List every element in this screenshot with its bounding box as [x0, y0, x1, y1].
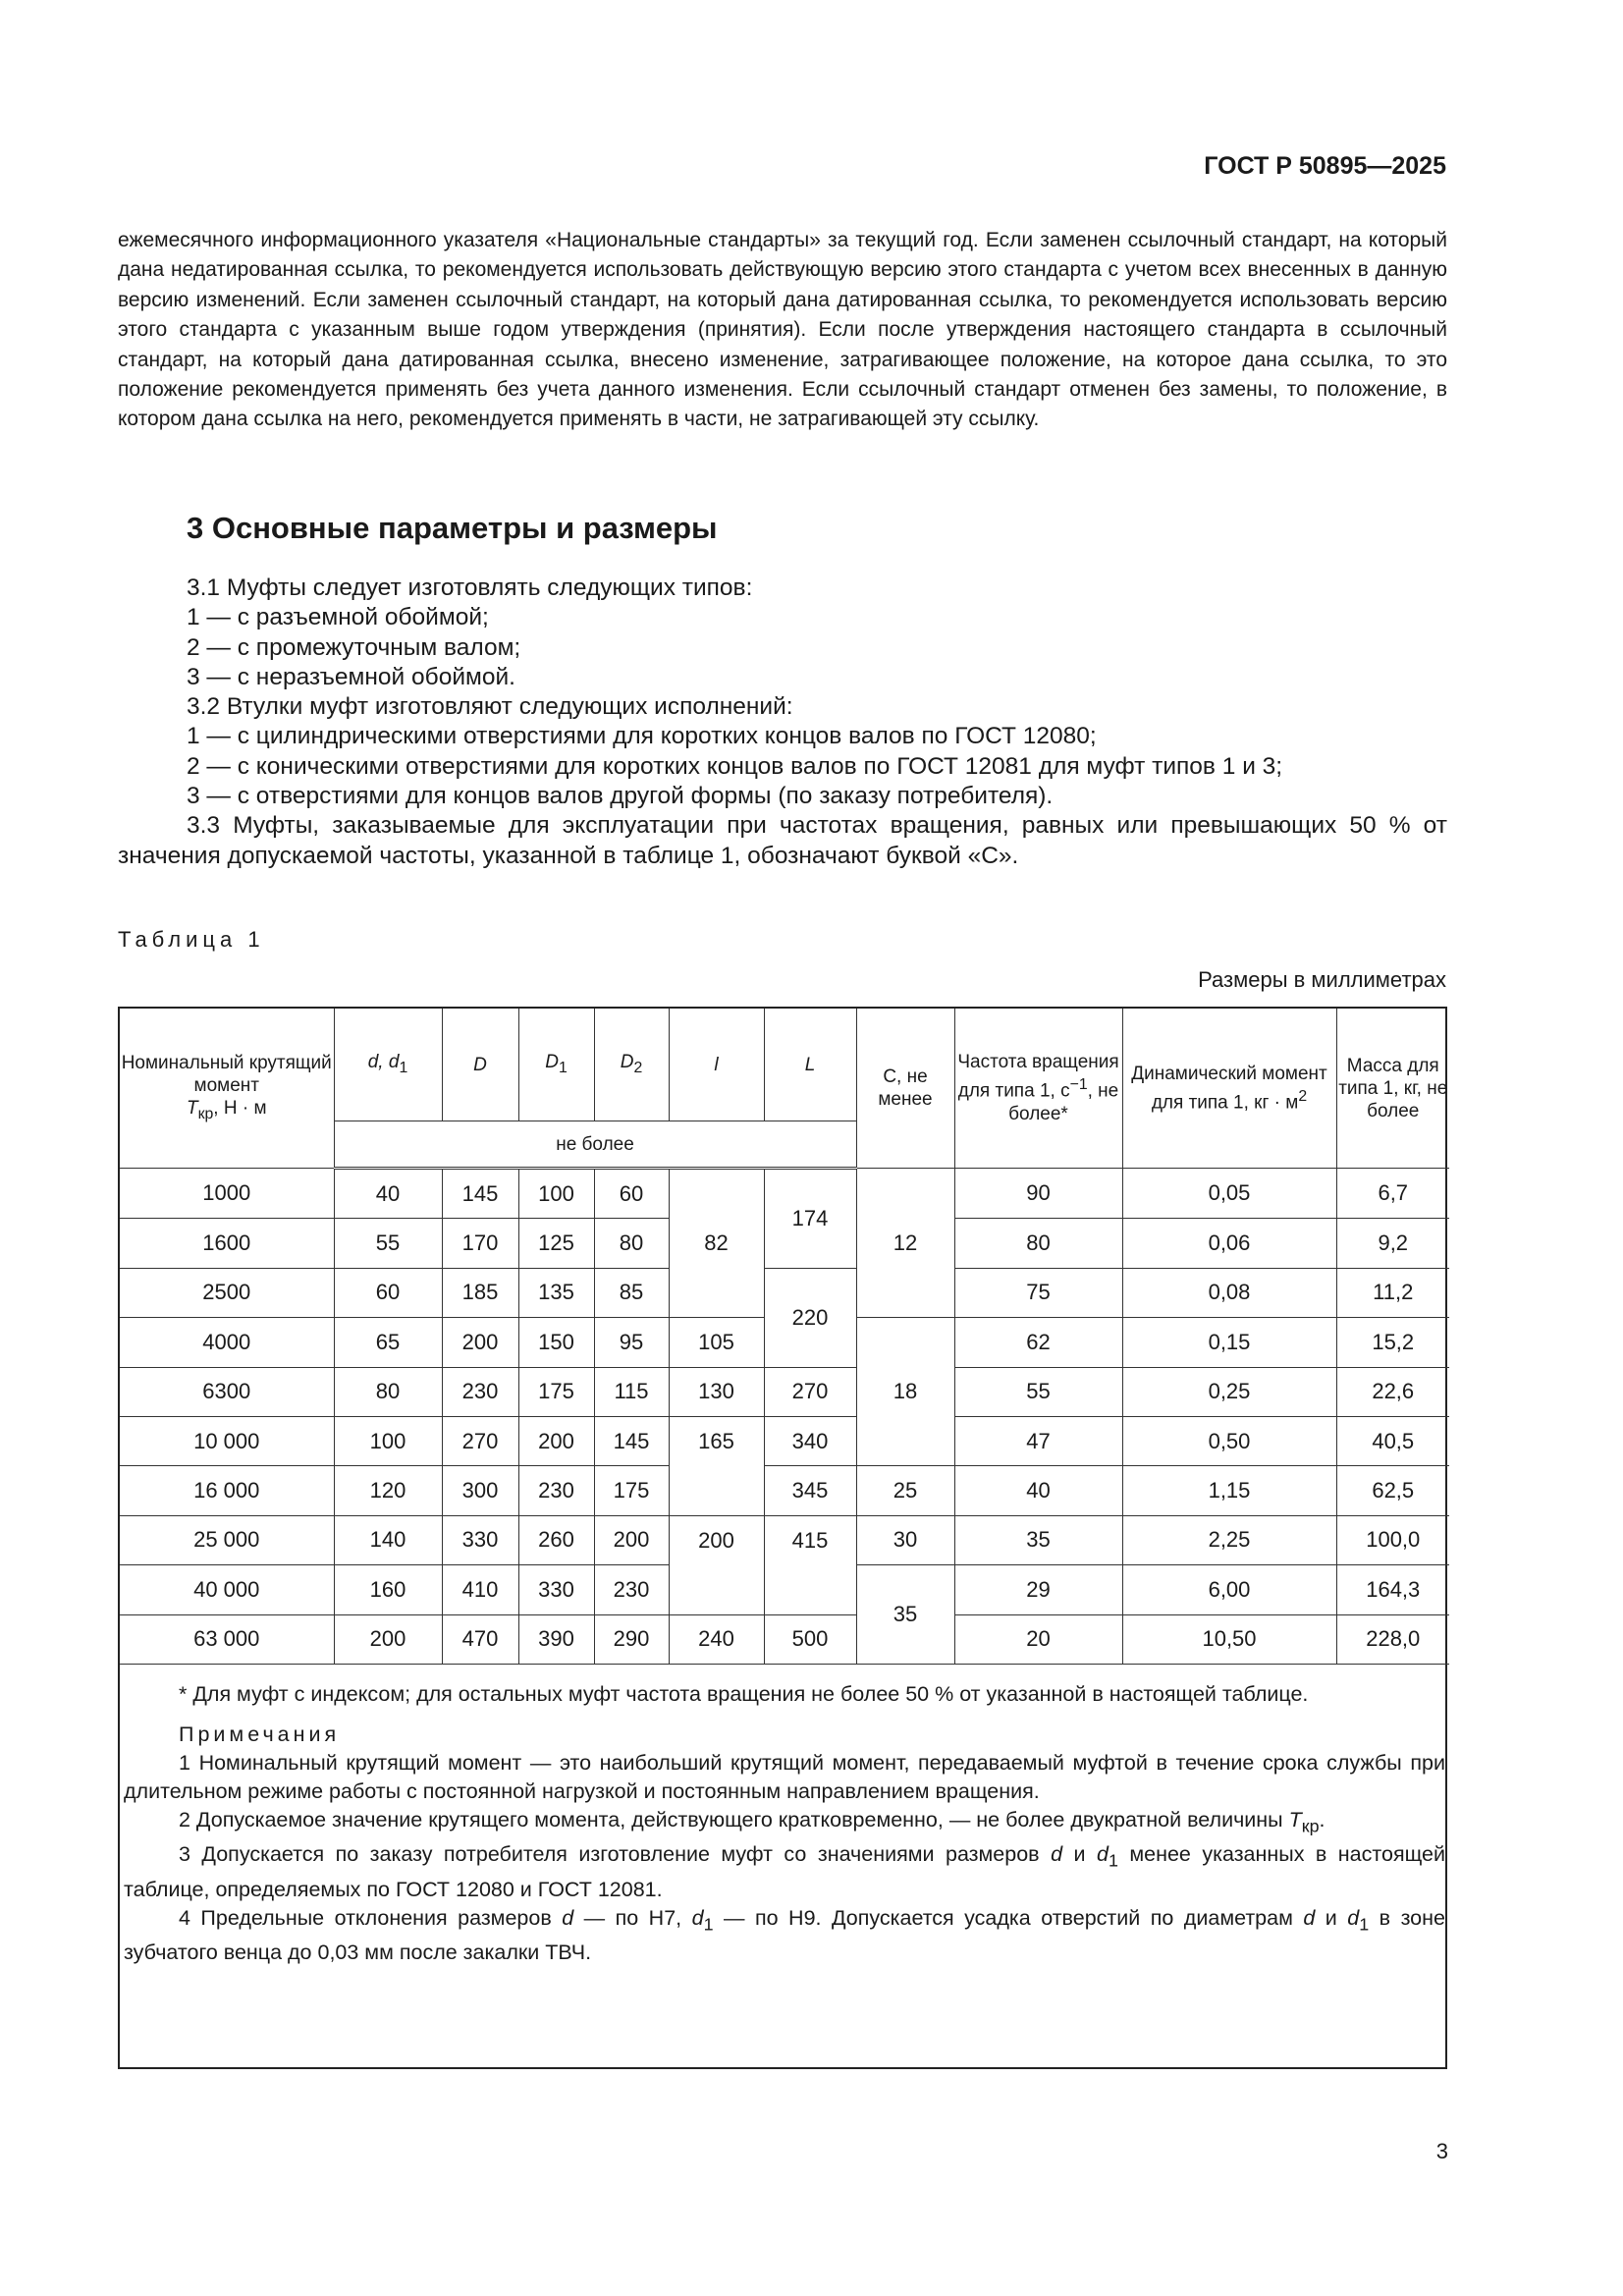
table-cell: 165 [669, 1416, 764, 1515]
table-cell: 260 [518, 1515, 594, 1564]
table-cell: 175 [594, 1466, 669, 1515]
table-cell: 65 [334, 1318, 442, 1367]
table-cell: 40 [954, 1466, 1122, 1515]
version-item: 2 — с коническими отверстиями для коротких концов валов по ГОСТ 12081 для муфт типов 1 и 3; [187, 752, 1283, 780]
table-cell: 10,50 [1122, 1614, 1336, 1664]
table-notes [120, 1665, 1445, 1967]
table-cell: 55 [334, 1219, 442, 1268]
note-2: 2 Допускаемое значение крутящего момента, действующего кратковременно, — не более двукратной величины $T_{кр}$. [179, 1807, 1325, 1836]
table-cell: 345 [764, 1466, 856, 1515]
table-cell: 200 [594, 1515, 669, 1564]
table-cell: 270 [764, 1367, 856, 1416]
table-cell: 6,00 [1122, 1565, 1336, 1614]
table-frame [118, 1007, 1447, 2069]
table-cell: 1,15 [1122, 1466, 1336, 1515]
table-cell: 12 [856, 1169, 954, 1318]
table-label: Таблица 1 [118, 927, 265, 952]
table-cell: 25 [856, 1466, 954, 1515]
table-cell: 62 [954, 1318, 1122, 1367]
table-cell: 220 [764, 1268, 856, 1367]
table-cell: 15,2 [1336, 1318, 1449, 1367]
table-units: Размеры в миллиметрах [1198, 967, 1446, 992]
table-cell: 35 [856, 1565, 954, 1665]
table-cell: 185 [442, 1268, 518, 1317]
table-cell: 164,3 [1336, 1565, 1449, 1614]
table-cell: 135 [518, 1268, 594, 1317]
section-title: 3 Основные параметры и размеры [187, 511, 718, 545]
table-cell: 105 [669, 1318, 764, 1367]
table-cell: 1000 [120, 1169, 334, 1219]
table-cell: 10 000 [120, 1416, 334, 1465]
table-cell: 415 [764, 1515, 856, 1614]
note-1: 1 Номинальный крутящий момент — это наибольший крутящий момент, передаваемый муфтой в течение срока службы при длительном режиме работы с постоянной нагрузкой и постоянным направлением вращения. [124, 1750, 1445, 1803]
table-cell: 11,2 [1336, 1268, 1449, 1317]
table-cell: 63 000 [120, 1614, 334, 1664]
notes-title: Примечания [179, 1722, 341, 1746]
clause-3-1: 3.1 Муфты следует изготовлять следующих типов: [187, 574, 753, 601]
table-row [120, 1614, 1449, 1664]
type-item: 1 — с разъемной обоймой; [187, 604, 489, 631]
table-cell: 160 [334, 1565, 442, 1614]
table-row [120, 1466, 1449, 1515]
header-D1: $D_1$ [518, 1009, 594, 1121]
table-cell: 0,06 [1122, 1219, 1336, 1268]
table-cell: 80 [594, 1219, 669, 1268]
table-row [120, 1268, 1449, 1317]
table-cell: 30 [856, 1515, 954, 1564]
table-cell: 330 [518, 1565, 594, 1614]
table-cell: 140 [334, 1515, 442, 1564]
page-number: 3 [1435, 2139, 1448, 2163]
clause-3-2: 3.2 Втулки муфт изготовляют следующих исполнений: [187, 693, 793, 721]
table-cell: 270 [442, 1416, 518, 1465]
table-cell: 170 [442, 1219, 518, 1268]
table-cell: 120 [334, 1466, 442, 1515]
parameters-table [120, 1009, 1449, 1665]
header-mass: Масса для типа 1, кг, не более [1336, 1009, 1449, 1169]
table-cell: 80 [334, 1367, 442, 1416]
table-footnote: * Для муфт с индексом; для остальных муфт частота вращения не более 50 % от указанной в настоящей таблице. [179, 1681, 1309, 1706]
table-cell: 145 [442, 1169, 518, 1219]
table-cell: 62,5 [1336, 1466, 1449, 1515]
table-cell: 9,2 [1336, 1219, 1449, 1268]
table-cell: 18 [856, 1318, 954, 1466]
table-cell: 60 [334, 1268, 442, 1317]
type-item: 2 — с промежуточным валом; [187, 633, 521, 661]
table-cell: 145 [594, 1416, 669, 1465]
note-4: 4 Предельные отклонения размеров d — по Н7, $d_1$ — по Н9. Допускается усадка отверстий по диаметрам d и $d_1$ в зоне зубчатого венца до 0,03 мм после закалки ТВЧ. [124, 1905, 1445, 1964]
table-cell: 95 [594, 1318, 669, 1367]
table-cell: 100 [334, 1416, 442, 1465]
header-C: С, не менее [856, 1009, 954, 1169]
header-dynamic-moment: Динамический момент для типа 1, кг · $м^2$ [1122, 1009, 1336, 1169]
table-cell: 228,0 [1336, 1614, 1449, 1664]
table-cell: 0,05 [1122, 1169, 1336, 1219]
table-cell: 240 [669, 1614, 764, 1664]
intro-paragraph: ежемесячного информационного указателя «Национальные стандарты» за текущий год. Если заменен ссылочный стандарт, на который дана недатированная ссылка, то рекомендуется использовать действующую версию этого стандарта с учетом всех внесенных в данную версию изменений. Если заменен ссылочный стандарт, на который дана датированная ссылка, то рекомендуется использовать версию этого стандарта с указанным выше годом утверждения (принятия). Если после утверждения настоящего стандарта в ссылочный стандарт, на который дана датированная ссылка, внесено изменение, затрагивающее положение, на которое дана ссылка, то это положение рекомендуется применять без учета данного изменения. Если ссылочный стандарт отменен без замены, то положение, в котором дана ссылка на него, рекомендуется применять в части, не затрагивающей эту ссылку. [118, 229, 1447, 431]
table-row [120, 1416, 1449, 1465]
table-cell: 55 [954, 1367, 1122, 1416]
table-cell: 1600 [120, 1219, 334, 1268]
header-d: d, $d_1$ [334, 1009, 442, 1121]
header-D2: $D_2$ [594, 1009, 669, 1121]
table-cell: 35 [954, 1515, 1122, 1564]
table-cell: 340 [764, 1416, 856, 1465]
table-cell: 40 [334, 1169, 442, 1219]
table-cell: 2,25 [1122, 1515, 1336, 1564]
table-cell: 85 [594, 1268, 669, 1317]
table-cell: 230 [594, 1565, 669, 1614]
table-cell: 16 000 [120, 1466, 334, 1515]
table-cell: 6300 [120, 1367, 334, 1416]
table-cell: 330 [442, 1515, 518, 1564]
table-cell: 115 [594, 1367, 669, 1416]
version-item: 3 — с отверстиями для концов валов другой формы (по заказу потребителя). [187, 783, 1054, 810]
table-cell: 0,50 [1122, 1416, 1336, 1465]
table-cell: 200 [442, 1318, 518, 1367]
header-D: D [442, 1009, 518, 1121]
table-row [120, 1169, 1449, 1219]
table-row [120, 1367, 1449, 1416]
table-cell: 40,5 [1336, 1416, 1449, 1465]
table-cell: 40 000 [120, 1565, 334, 1614]
section-body [118, 574, 1447, 871]
table-cell: 60 [594, 1169, 669, 1219]
table-cell: 20 [954, 1614, 1122, 1664]
table-cell: 47 [954, 1416, 1122, 1465]
table-cell: 82 [669, 1169, 764, 1318]
table-cell: 80 [954, 1219, 1122, 1268]
header-not-more: не более [334, 1121, 856, 1169]
header-L: L [764, 1009, 856, 1121]
header-torque: Номинальный крутящий момент $T_{кр}$, Н · м [120, 1009, 334, 1169]
table-cell: 470 [442, 1614, 518, 1664]
table-cell: 410 [442, 1565, 518, 1614]
table-cell: 500 [764, 1614, 856, 1664]
table-cell: 175 [518, 1367, 594, 1416]
table-cell: 230 [442, 1367, 518, 1416]
table-cell: 125 [518, 1219, 594, 1268]
table-cell: 29 [954, 1565, 1122, 1614]
table-cell: 4000 [120, 1318, 334, 1367]
table-cell: 300 [442, 1466, 518, 1515]
table-cell: 290 [594, 1614, 669, 1664]
table-cell: 75 [954, 1268, 1122, 1317]
table-cell: 150 [518, 1318, 594, 1367]
table-cell: 22,6 [1336, 1367, 1449, 1416]
table-cell: 200 [334, 1614, 442, 1664]
table-cell: 0,15 [1122, 1318, 1336, 1367]
table-cell: 390 [518, 1614, 594, 1664]
table-cell: 130 [669, 1367, 764, 1416]
table-cell: 6,7 [1336, 1169, 1449, 1219]
table-cell: 200 [669, 1515, 764, 1614]
table-cell: 25 000 [120, 1515, 334, 1564]
table-cell: 230 [518, 1466, 594, 1515]
table-cell: 90 [954, 1169, 1122, 1219]
type-item: 3 — с неразъемной обоймой. [187, 663, 515, 690]
table-cell: 100,0 [1336, 1515, 1449, 1564]
table-cell: 0,25 [1122, 1367, 1336, 1416]
clause-3-3: 3.3 Муфты, заказываемые для эксплуатации при частотах вращения, равных или превышающих 50 % от значения допускаемой частоты, указанной в таблице 1, обозначают буквой «С». [118, 812, 1447, 869]
table-cell: 100 [518, 1169, 594, 1219]
table-cell: 2500 [120, 1268, 334, 1317]
table-cell: 174 [764, 1169, 856, 1269]
table-cell: 200 [518, 1416, 594, 1465]
version-item: 1 — с цилиндрическими отверстиями для коротких концов валов по ГОСТ 12080; [187, 723, 1097, 750]
header-l: l [669, 1009, 764, 1121]
document-id: ГОСТ Р 50895—2025 [1204, 152, 1446, 180]
table-cell: 0,08 [1122, 1268, 1336, 1317]
note-3: 3 Допускается по заказу потребителя изготовление муфт со значениями размеров d и $d_1$ менее указанных в настоящей таблице, определяемых по ГОСТ 12080 и ГОСТ 12081. [124, 1842, 1445, 1901]
table-row [120, 1515, 1449, 1564]
header-frequency: Частота вращения для типа 1, $с^{-1}$, не более* [954, 1009, 1122, 1169]
